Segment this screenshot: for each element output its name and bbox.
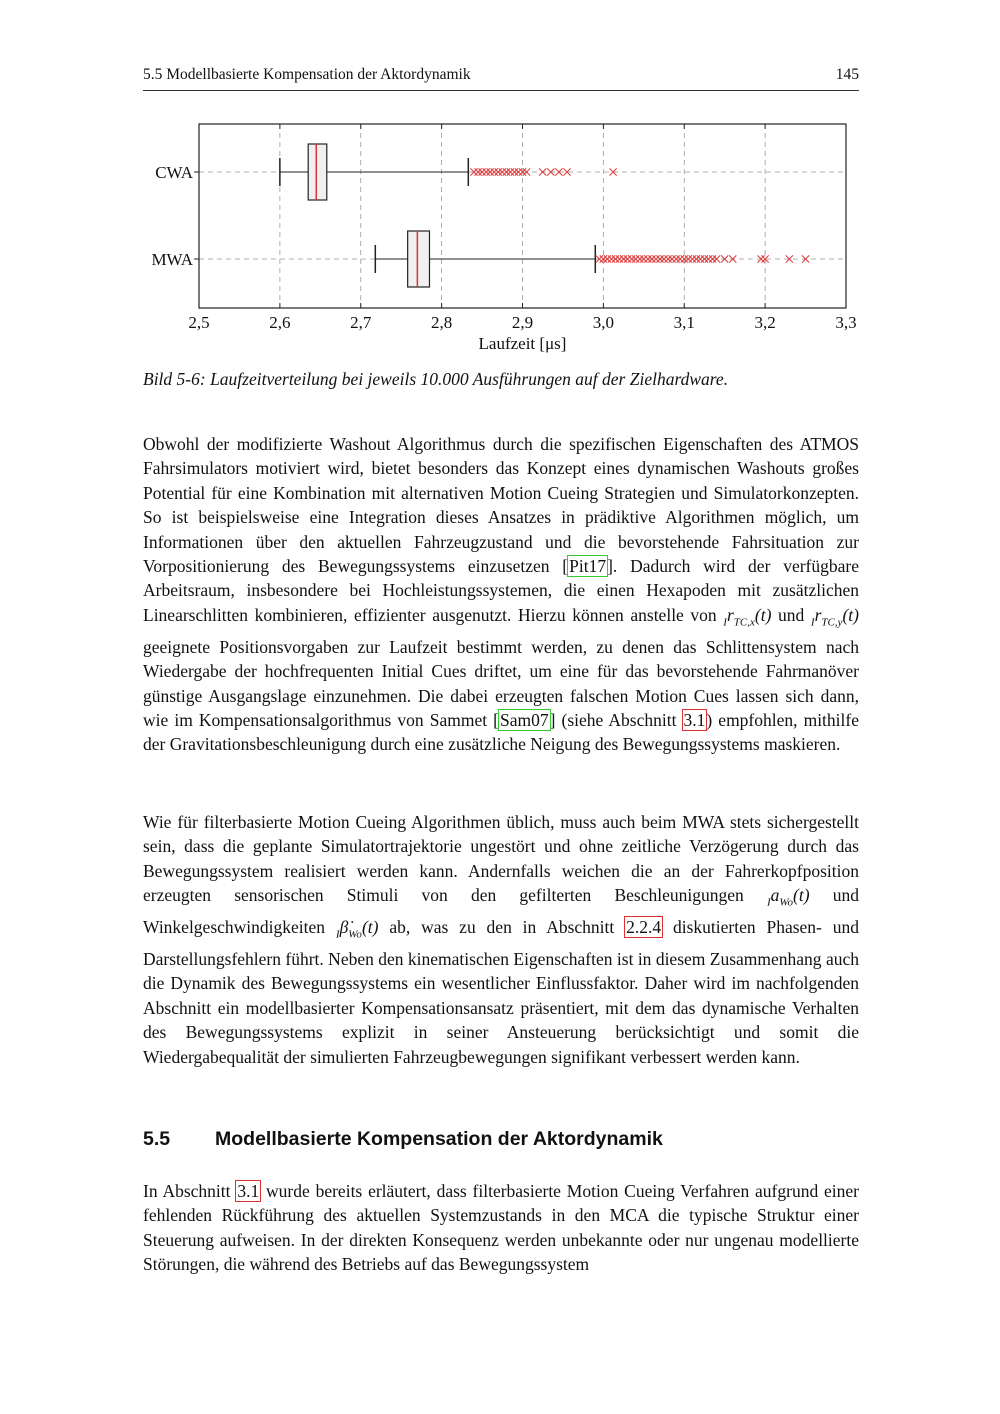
math-prefix: I <box>335 928 340 941</box>
citation-link-sam07[interactable]: Sam07 <box>500 709 549 730</box>
x-tick-label: 3,2 <box>754 313 776 332</box>
math-var: a <box>770 885 780 906</box>
text-run: und Winkelgeschwindigkeiten <box>143 885 859 938</box>
math-r-tc-y <box>810 604 859 629</box>
math-var: r <box>814 604 822 625</box>
text-run: Obwohl der modifizierte Washout Algorithmus durch die spezifischen Eigenschaften des ATMOS Fahrsimulators motiviert wird, bietet besonders das Konzept eines dynamischen Washouts großes Potential für eine Kombination mit alternativen Motion Cueing Strategien und Simulatorkonzepten. So ist beispielsweise eine Integration dieses Ansatzes in prädiktive Algorithmen möglich, um Informationen über den aktuellen Fahrzeugzustand und die bevorstehende Fahrsituation zur Vorpositionierung des Bewegungssystems einzusetzen [ <box>143 434 859 577</box>
math-a-wo <box>766 885 810 909</box>
section-link-3-1[interactable]: 3.1 <box>683 709 706 730</box>
figure-boxplot <box>0 110 1000 360</box>
running-header <box>143 66 859 91</box>
text-run: und <box>771 604 811 625</box>
paragraph-3 <box>143 1179 859 1277</box>
text-run: diskutierten Phasen- und Darstellungsfehlern führt. Neben den kinematischen Eigenschaften ist in diesem Zusammenhang auch die Dynamik des Bewegungssystems ein wesentlicher Einflussfaktor. Daher wird im nachfolgenden Abschnitt ein modellbasierter Kompensationsansatz präsentiert, mit dem das dynamische Verhalten des Bewegungssystems explizit in seiner Ansteuerung berücksichtigt und somit die Wiedergabequalität der simulierten Fahrzeugbewegungen signifikant verbessert werden kann. <box>143 917 859 1067</box>
caption-label: Bild 5-6 <box>143 369 200 389</box>
paragraph-1 <box>143 432 859 757</box>
x-tick-label: 2,7 <box>350 313 372 332</box>
x-tick-label: 2,8 <box>431 313 453 332</box>
boxplot-chart <box>0 110 1000 360</box>
category-label: CWA <box>155 163 193 182</box>
math-var: β̇ <box>339 917 349 938</box>
text-run: In Abschnitt <box>143 1181 237 1201</box>
section-title: Modellbasierte Kompensation der Aktordynamik <box>215 1128 663 1150</box>
paragraph-2 <box>143 810 859 1069</box>
math-beta-dot-wo <box>335 917 379 941</box>
text-run: wurde bereits erläutert, dass filterbasierte Motion Cueing Verfahren aufgrund einer fehlenden Rückführung des aktuellen Systemzustands in den MCA die typische Struktur einer Steuerung aufweisen. In der direkten Konsequenz werden unbekannte oder nur ungenau modellierte Störungen, die während des Betriebs auf das Bewegungssystem <box>143 1181 859 1275</box>
text-run: ]. Dadurch wird der verfügbare Arbeitsraum, insbesondere bei Hochleistungssystemen, die einen Hexapoden mit zusätzlichen Linearschlitten kombinieren, effizienter ausgenutzt. Hierzu können anstelle von <box>143 556 859 625</box>
math-arg: (t) <box>793 885 810 906</box>
math-r-tc-x <box>723 604 772 629</box>
figure-caption <box>143 369 859 390</box>
x-tick-label: 2,6 <box>269 313 291 332</box>
category-label: MWA <box>151 250 193 269</box>
box <box>408 231 430 287</box>
math-var: r <box>726 604 734 625</box>
math-arg: (t) <box>361 917 379 938</box>
text-run: Wie für filterbasierte Motion Cueing Algorithmen üblich, muss auch beim MWA stets sichergestellt sein, dass die geplante Simulatortrajektorie ungestört und ohne zeitliche Verzögerung durch das Bewegungssystem realisiert werden kann. Andernfalls weichen die an der Fahrerkopfposition erzeugten sensorischen Stimuli von den gefilterten Beschleunigungen <box>143 812 859 906</box>
running-header-title: 5.5 Modellbasierte Kompensation der Aktordynamik <box>143 66 471 83</box>
citation-link-pit17[interactable]: Pit17 <box>569 556 607 577</box>
math-prefix: I <box>723 616 727 629</box>
text-run: geeignete Positionsvorgaben zur Laufzeit bestimmt werden, zu denen das Schlittensystem nach Wiedergabe der hochfrequenten Initial Cues driftet, um eine für das bevorstehende Fahrmanöver günstige Ausgangslage einzunehmen. Die dabei erzeugten falschen Motion Cues lassen sich dann, wie im Kompensationsalgorithmus von Sammet [ <box>143 636 859 730</box>
math-sub: Wo <box>779 896 794 909</box>
math-sub: TC,x <box>733 616 755 629</box>
x-tick-label: 3,3 <box>835 313 857 332</box>
math-arg: (t) <box>754 604 772 625</box>
math-prefix: I <box>766 896 771 909</box>
box <box>308 144 327 200</box>
x-tick-label: 3,1 <box>673 313 695 332</box>
page-number: 145 <box>835 66 859 83</box>
section-heading <box>143 1128 859 1151</box>
section-link-3-1[interactable]: 3.1 <box>237 1181 260 1201</box>
section-link-2-2-4[interactable]: 2.2.4 <box>626 917 662 938</box>
math-prefix: I <box>810 616 815 629</box>
text-run: ab, was zu den in Abschnitt <box>378 917 626 938</box>
caption-text: : Laufzeitverteilung bei jeweils 10.000 Ausführungen auf der Zielhardware. <box>199 369 729 389</box>
text-run: ] (siehe Abschnitt <box>549 709 683 730</box>
math-sub: TC,y <box>821 616 843 629</box>
math-sub: Wo <box>348 928 362 941</box>
math-arg: (t) <box>842 604 859 625</box>
section-number: 5.5 <box>143 1128 171 1150</box>
x-axis-label: Laufzeit [μs] <box>478 334 567 353</box>
outlier-point <box>612 255 619 262</box>
x-tick-label: 2,9 <box>511 313 534 332</box>
x-tick-label: 3,0 <box>592 313 614 332</box>
x-tick-label: 2,5 <box>188 313 210 332</box>
text-run: ) empfohlen, mithilfe der Gravitationsbeschleunigung durch eine zusätzliche Neigung des Bewegungssystems maskieren. <box>143 709 859 755</box>
